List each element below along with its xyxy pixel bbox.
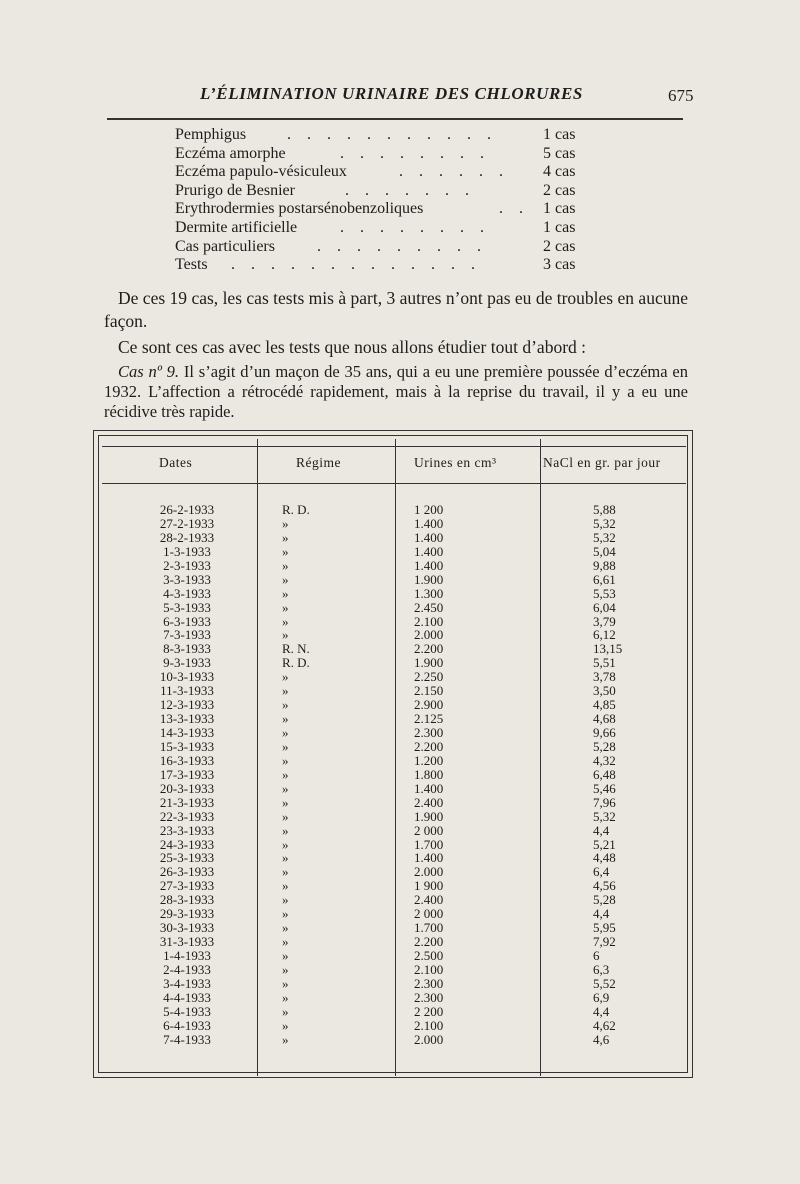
cell-nacl: 4,4 bbox=[593, 906, 610, 922]
cell-date: 9-3-1933 bbox=[163, 655, 211, 671]
cell-urines: 1.800 bbox=[414, 766, 444, 782]
cell-regime: » bbox=[282, 613, 289, 629]
cell-urines: 2.300 bbox=[414, 725, 444, 740]
cell-urines: 1.900 bbox=[414, 808, 444, 824]
cell-date: 24-3-1933 bbox=[159, 836, 215, 852]
table-row bbox=[94, 838, 694, 852]
table-row bbox=[94, 991, 694, 1005]
cell-regime: » bbox=[282, 948, 289, 963]
cell-date: 14-3-1933 bbox=[159, 725, 215, 740]
cell-urines: 2.000 bbox=[414, 1031, 444, 1047]
table-row bbox=[94, 628, 694, 642]
stat-leader-dots: . . . . . . bbox=[399, 163, 509, 181]
paragraph-case-9 bbox=[104, 362, 688, 422]
cell-urines: 1.400 bbox=[414, 515, 444, 531]
cell-date: 6-3-1933 bbox=[163, 613, 211, 629]
cell-urines: 2.400 bbox=[414, 892, 444, 908]
cell-date: 31-3-1933 bbox=[159, 934, 215, 950]
cell-date: 21-3-1933 bbox=[159, 794, 215, 810]
table-row bbox=[94, 865, 694, 879]
cell-urines: 1.400 bbox=[414, 850, 444, 866]
cell-urines: 2 000 bbox=[414, 822, 444, 838]
table-row bbox=[94, 963, 694, 977]
page-number: 675 bbox=[668, 86, 694, 105]
cell-urines: 2.200 bbox=[414, 641, 444, 657]
cell-urines: 2.400 bbox=[414, 794, 444, 810]
cell-regime: » bbox=[282, 864, 289, 880]
cell-urines: 1 200 bbox=[414, 502, 444, 517]
paragraph-intro: Ce sont ces cas avec les tests que nous allons étudier tout d’abord : bbox=[118, 337, 587, 357]
cell-nacl: 6,9 bbox=[593, 989, 610, 1005]
header-rule bbox=[107, 118, 683, 120]
table-row bbox=[94, 517, 694, 531]
cell-date: 17-3-1933 bbox=[159, 766, 215, 782]
table-row bbox=[94, 1005, 694, 1019]
cell-urines: 2.150 bbox=[414, 683, 444, 699]
cell-date: 5-3-1933 bbox=[163, 599, 211, 615]
cell-urines: 1.900 bbox=[414, 571, 444, 587]
table-row bbox=[94, 949, 694, 963]
cell-urines: 2.200 bbox=[414, 738, 444, 754]
stat-count: 3 cas bbox=[543, 256, 576, 274]
cell-nacl: 5,21 bbox=[593, 836, 616, 852]
cell-date: 3-4-1933 bbox=[163, 975, 211, 991]
cell-regime: » bbox=[282, 850, 289, 866]
cell-regime: » bbox=[282, 683, 289, 699]
cell-date: 16-3-1933 bbox=[159, 752, 215, 768]
cell-urines: 2.125 bbox=[414, 711, 444, 727]
cell-date: 13-3-1933 bbox=[159, 711, 215, 727]
cell-date: 22-3-1933 bbox=[159, 808, 215, 824]
header-bottom-rule bbox=[102, 483, 686, 484]
cell-regime: » bbox=[282, 878, 289, 894]
cell-nacl: 3,79 bbox=[593, 613, 616, 629]
stat-row bbox=[175, 163, 625, 182]
cell-date: 26-2-1933 bbox=[159, 502, 215, 517]
cell-regime: » bbox=[282, 627, 289, 643]
cell-nacl: 13,15 bbox=[593, 641, 623, 657]
running-title: L’ÉLIMINATION URINAIRE DES CHLORURES bbox=[200, 84, 583, 103]
table-row bbox=[94, 935, 694, 949]
cell-date: 5-4-1933 bbox=[163, 1003, 211, 1019]
cell-regime: » bbox=[282, 725, 289, 740]
cell-nacl: 3,78 bbox=[593, 669, 616, 685]
cell-nacl: 4,68 bbox=[593, 711, 616, 727]
cell-nacl: 6,4 bbox=[593, 864, 610, 880]
cell-date: 2-3-1933 bbox=[163, 557, 211, 573]
cell-regime: » bbox=[282, 529, 289, 545]
stat-label: Eczéma amorphe bbox=[175, 144, 286, 162]
stat-count: 5 cas bbox=[543, 144, 576, 162]
cell-regime: » bbox=[282, 989, 289, 1005]
cell-regime: » bbox=[282, 515, 289, 531]
cell-urines: 1.900 bbox=[414, 655, 444, 671]
stat-label: Dermite artificielle bbox=[175, 218, 298, 236]
paragraph-cases-summary: De ces 19 cas, les cas tests mis à part, 3 autres n’ont pas eu de troubles en aucune façon. bbox=[104, 288, 688, 331]
stat-label: Cas particuliers bbox=[175, 237, 275, 255]
cell-urines: 1 900 bbox=[414, 878, 444, 894]
header-nacl: NaCl en gr. par jour bbox=[543, 455, 661, 470]
table-row bbox=[94, 726, 694, 740]
cell-urines: 2.000 bbox=[414, 864, 444, 880]
cell-regime: » bbox=[282, 738, 289, 754]
cell-urines: 2 000 bbox=[414, 906, 444, 922]
header-regime: Régime bbox=[296, 455, 341, 470]
table-row bbox=[94, 921, 694, 935]
cell-nacl: 6,48 bbox=[593, 766, 616, 782]
cell-date: 28-3-1933 bbox=[159, 892, 215, 908]
cell-date: 11-3-1933 bbox=[160, 683, 214, 699]
cell-regime: » bbox=[282, 836, 289, 852]
cell-nacl: 5,32 bbox=[593, 808, 616, 824]
stat-row bbox=[175, 256, 625, 275]
cell-date: 28-2-1933 bbox=[159, 529, 215, 545]
table-row bbox=[94, 545, 694, 559]
cell-date: 12-3-1933 bbox=[159, 697, 215, 713]
cell-urines: 2.300 bbox=[414, 975, 444, 991]
cell-date: 3-3-1933 bbox=[163, 571, 211, 587]
stat-row bbox=[175, 238, 625, 257]
cell-regime: » bbox=[282, 766, 289, 782]
table-row bbox=[94, 559, 694, 573]
cell-nacl: 5,32 bbox=[593, 515, 616, 531]
cell-urines: 2.900 bbox=[414, 697, 444, 713]
header-urines: Urines en cm³ bbox=[414, 455, 497, 470]
stat-leader-dots: . . . . . . . . bbox=[340, 218, 490, 236]
table-row bbox=[94, 684, 694, 698]
cell-nacl: 9,88 bbox=[593, 557, 616, 573]
cell-regime: R. D. bbox=[282, 655, 310, 671]
cell-nacl: 9,66 bbox=[593, 725, 616, 740]
cell-nacl: 5,04 bbox=[593, 543, 616, 559]
table-row bbox=[94, 503, 694, 517]
cell-nacl: 4,48 bbox=[593, 850, 616, 866]
chloride-table bbox=[93, 430, 693, 1078]
table-row bbox=[94, 670, 694, 684]
case-description: Il s’agit d’un maçon de 35 ans, qui a eu une première poussée d’eczéma en 1932. L’affection a rétrocédé rapidement, mais à la reprise du travail, il y a eu une récidive très rapide. bbox=[104, 362, 688, 421]
cell-date: 29-3-1933 bbox=[159, 906, 215, 922]
cell-urines: 1.400 bbox=[414, 780, 444, 796]
stat-label: Prurigo de Besnier bbox=[175, 181, 295, 199]
stat-label: Erythrodermies postarsénobenzoliques bbox=[175, 200, 424, 218]
cell-date: 6-4-1933 bbox=[163, 1017, 211, 1033]
table-row bbox=[94, 531, 694, 545]
cell-nacl: 4,32 bbox=[593, 752, 616, 768]
stat-leader-dots: . . bbox=[499, 200, 529, 218]
cell-urines: 1.300 bbox=[414, 585, 444, 601]
cell-date: 4-4-1933 bbox=[163, 989, 211, 1005]
cell-urines: 1.400 bbox=[414, 557, 444, 573]
table-row bbox=[94, 768, 694, 782]
table-row bbox=[94, 656, 694, 670]
cell-urines: 2.450 bbox=[414, 599, 444, 615]
table-row bbox=[94, 893, 694, 907]
table-row bbox=[94, 907, 694, 921]
table-row bbox=[94, 587, 694, 601]
cell-nacl: 7,92 bbox=[593, 934, 616, 950]
cell-regime: » bbox=[282, 780, 289, 796]
cell-urines: 2 200 bbox=[414, 1003, 444, 1019]
table-body bbox=[94, 503, 694, 1047]
cell-nacl: 5,52 bbox=[593, 975, 616, 991]
cell-regime: » bbox=[282, 557, 289, 573]
cell-regime: » bbox=[282, 808, 289, 824]
stat-count: 1 cas bbox=[543, 200, 576, 218]
cell-regime: R. N. bbox=[282, 641, 310, 657]
table-row bbox=[94, 642, 694, 656]
cell-nacl: 5,95 bbox=[593, 920, 616, 936]
stat-label: Eczéma papulo-vésiculeux bbox=[175, 163, 347, 181]
case-statistics-list bbox=[175, 126, 625, 275]
cell-regime: » bbox=[282, 752, 289, 768]
cell-urines: 2.200 bbox=[414, 934, 444, 950]
cell-nacl: 6,04 bbox=[593, 599, 616, 615]
stat-label: Pemphigus bbox=[175, 126, 247, 143]
cell-nacl: 5,53 bbox=[593, 585, 616, 601]
table-row bbox=[94, 573, 694, 587]
cell-regime: » bbox=[282, 892, 289, 908]
cell-nacl: 4,85 bbox=[593, 697, 616, 713]
cell-date: 23-3-1933 bbox=[159, 822, 215, 838]
table-row bbox=[94, 810, 694, 824]
cell-nacl: 7,96 bbox=[593, 794, 616, 810]
stat-count: 1 cas bbox=[543, 126, 576, 143]
cell-date: 15-3-1933 bbox=[159, 738, 215, 754]
stat-leader-dots: . . . . . . . . bbox=[340, 144, 490, 162]
cell-urines: 2.100 bbox=[414, 961, 444, 977]
cell-date: 1-4-1933 bbox=[163, 948, 211, 963]
cell-urines: 1.700 bbox=[414, 920, 444, 936]
case-number: Cas nº 9. bbox=[118, 362, 180, 381]
stat-row bbox=[175, 126, 625, 145]
stat-label: Tests bbox=[175, 256, 208, 274]
cell-date: 4-3-1933 bbox=[163, 585, 211, 601]
stat-row bbox=[175, 145, 625, 164]
cell-regime: » bbox=[282, 822, 289, 838]
cell-date: 27-3-1933 bbox=[159, 878, 215, 894]
cell-nacl: 6 bbox=[593, 948, 600, 963]
cell-nacl: 6,12 bbox=[593, 627, 616, 643]
cell-regime: » bbox=[282, 697, 289, 713]
cell-nacl: 3,50 bbox=[593, 683, 616, 699]
cell-date: 27-2-1933 bbox=[159, 515, 215, 531]
stat-count: 2 cas bbox=[543, 181, 576, 199]
cell-nacl: 5,46 bbox=[593, 780, 616, 796]
table-row bbox=[94, 977, 694, 991]
cell-urines: 1.400 bbox=[414, 529, 444, 545]
stat-count: 2 cas bbox=[543, 237, 576, 255]
header-dates: Dates bbox=[159, 455, 193, 470]
table-row bbox=[94, 851, 694, 865]
table-row bbox=[94, 615, 694, 629]
cell-nacl: 6,61 bbox=[593, 571, 616, 587]
stat-row bbox=[175, 182, 625, 201]
cell-urines: 1.200 bbox=[414, 752, 444, 768]
stat-row bbox=[175, 219, 625, 238]
cell-date: 10-3-1933 bbox=[159, 669, 215, 685]
cell-regime: » bbox=[282, 934, 289, 950]
stat-leader-dots: . . . . . . . . . . . . . bbox=[231, 256, 481, 274]
cell-urines: 1.700 bbox=[414, 836, 444, 852]
header-top-rule bbox=[102, 446, 686, 447]
cell-date: 7-4-1933 bbox=[163, 1031, 211, 1047]
cell-urines: 1.400 bbox=[414, 543, 444, 559]
table-row bbox=[94, 1033, 694, 1047]
cell-nacl: 4,62 bbox=[593, 1017, 616, 1033]
stat-leader-dots: . . . . . . . . . . . bbox=[287, 126, 497, 143]
cell-regime: » bbox=[282, 1017, 289, 1033]
table-row bbox=[94, 740, 694, 754]
table-row bbox=[94, 1019, 694, 1033]
cell-regime: » bbox=[282, 711, 289, 727]
cell-regime: » bbox=[282, 669, 289, 685]
cell-urines: 2.300 bbox=[414, 989, 444, 1005]
cell-urines: 2.100 bbox=[414, 613, 444, 629]
cell-nacl: 4,4 bbox=[593, 1003, 610, 1019]
cell-nacl: 6,3 bbox=[593, 961, 610, 977]
cell-date: 8-3-1933 bbox=[163, 641, 211, 657]
cell-urines: 2.250 bbox=[414, 669, 444, 685]
stat-row bbox=[175, 200, 625, 219]
cell-nacl: 5,32 bbox=[593, 529, 616, 545]
cell-regime: » bbox=[282, 1003, 289, 1019]
stat-leader-dots: . . . . . . . . . bbox=[317, 237, 487, 255]
cell-nacl: 5,28 bbox=[593, 892, 616, 908]
cell-regime: » bbox=[282, 906, 289, 922]
cell-regime: » bbox=[282, 975, 289, 991]
cell-urines: 2.000 bbox=[414, 627, 444, 643]
cell-urines: 2.500 bbox=[414, 948, 444, 963]
cell-regime: » bbox=[282, 543, 289, 559]
table-row bbox=[94, 879, 694, 893]
stat-count: 4 cas bbox=[543, 163, 576, 181]
cell-regime: » bbox=[282, 571, 289, 587]
cell-nacl: 5,51 bbox=[593, 655, 616, 671]
cell-date: 20-3-1933 bbox=[159, 780, 215, 796]
stat-count: 1 cas bbox=[543, 218, 576, 236]
cell-nacl: 4,4 bbox=[593, 822, 610, 838]
cell-regime: » bbox=[282, 920, 289, 936]
cell-regime: » bbox=[282, 585, 289, 601]
cell-regime: R. D. bbox=[282, 502, 310, 517]
table-row bbox=[94, 796, 694, 810]
table-row bbox=[94, 754, 694, 768]
cell-date: 2-4-1933 bbox=[163, 961, 211, 977]
cell-date: 7-3-1933 bbox=[163, 627, 211, 643]
cell-regime: » bbox=[282, 1031, 289, 1047]
cell-date: 26-3-1933 bbox=[159, 864, 215, 880]
cell-nacl: 5,28 bbox=[593, 738, 616, 754]
cell-regime: » bbox=[282, 794, 289, 810]
cell-regime: » bbox=[282, 961, 289, 977]
cell-nacl: 4,56 bbox=[593, 878, 616, 894]
cell-nacl: 4,6 bbox=[593, 1031, 610, 1047]
cell-regime: » bbox=[282, 599, 289, 615]
stat-leader-dots: . . . . . . . bbox=[345, 181, 475, 199]
cell-urines: 2.100 bbox=[414, 1017, 444, 1033]
cell-date: 25-3-1933 bbox=[159, 850, 215, 866]
table-row bbox=[94, 824, 694, 838]
table-row bbox=[94, 712, 694, 726]
cell-date: 1-3-1933 bbox=[163, 543, 211, 559]
table-row bbox=[94, 782, 694, 796]
table-row bbox=[94, 601, 694, 615]
cell-date: 30-3-1933 bbox=[159, 920, 215, 936]
table-row bbox=[94, 698, 694, 712]
cell-nacl: 5,88 bbox=[593, 502, 616, 517]
